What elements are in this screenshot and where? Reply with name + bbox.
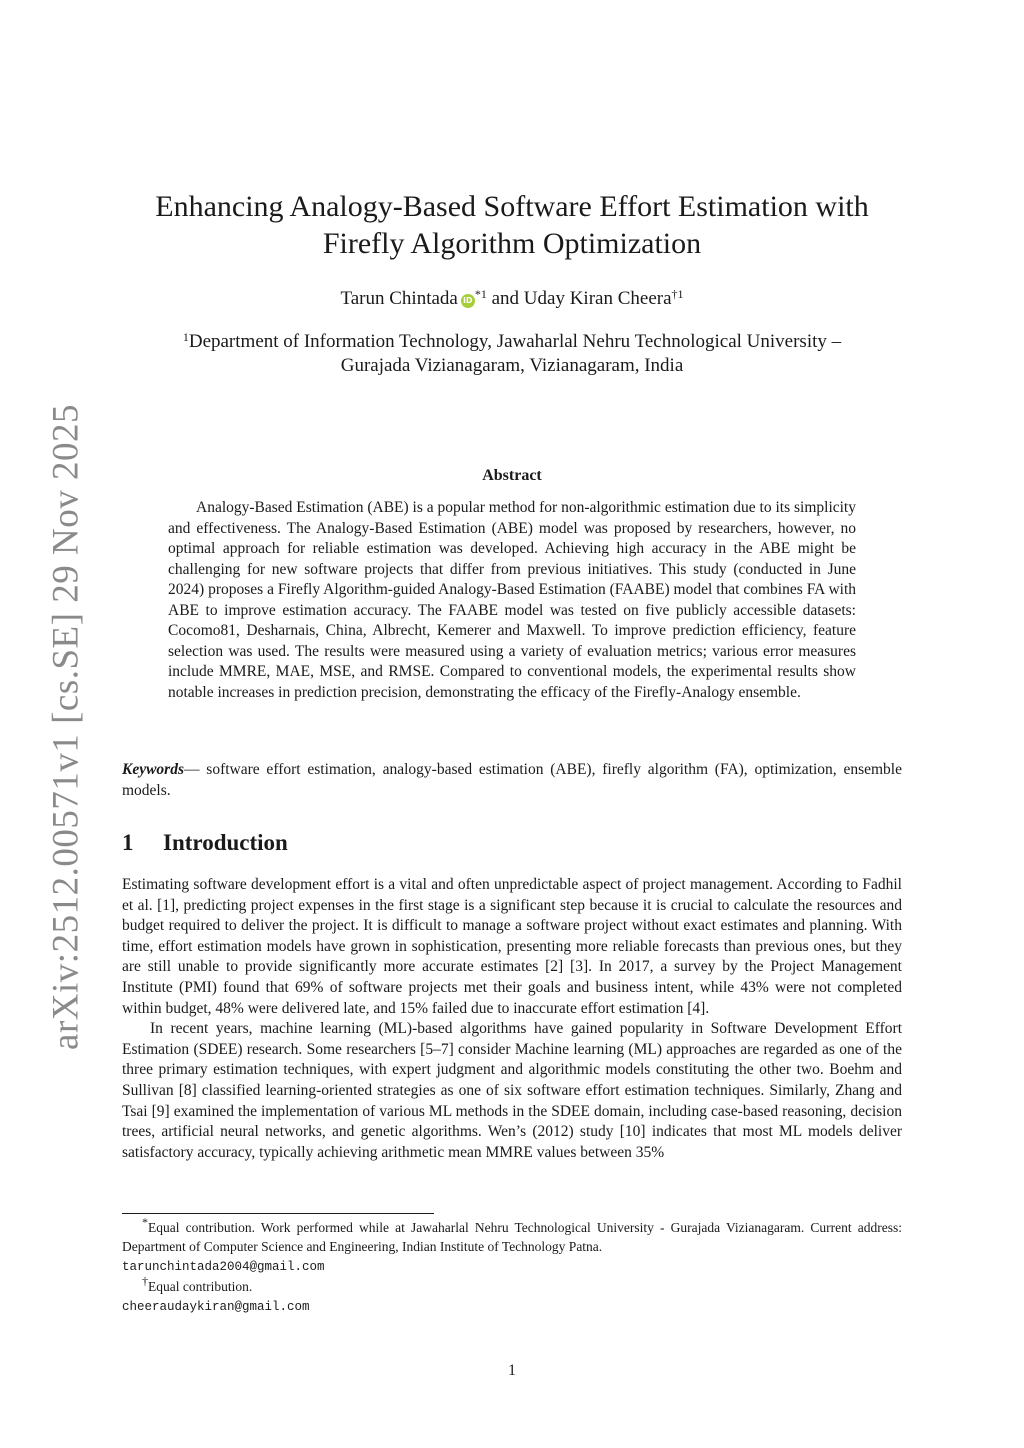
affiliation-line-2: Gurajada Vizianagaram, Vizianagaram, India <box>340 355 684 376</box>
paper-title <box>122 188 902 262</box>
author-2-marks: †1 <box>671 287 684 301</box>
footnote-2-email[interactable]: cheeraudaykiran@gmail.com <box>122 1300 310 1314</box>
page-number: 1 <box>508 1362 516 1379</box>
author-2-name: Uday Kiran Cheera <box>523 288 672 309</box>
author-conjunction: and <box>491 288 520 309</box>
abstract-text: Analogy-Based Estimation (ABE) is a popular method for non-algorithmic estimation due to its simplicity and effectiveness. The Analogy-Based Estimation (ABE) model was proposed by researchers, however, no optimal approach for reliable estimation was developed. Achieving high accuracy in the ABE might be challenging for new software projects that differ from previous initiatives. This study (conducted in June 2024) proposes a Firefly Algorithm-guided Analogy-Based Estimation (FAABE) model that combines FA with ABE to improve estimation accuracy. The FAABE model was tested on five publicly accessible datasets: Cocomo81, Desharnais, China, Albrecht, Kemerer and Maxwell. To improve prediction efficiency, feature selection was used. The results were measured using a variety of evaluation metrics; various error measures include MMRE, MAE, MSE, and RMSE. Compared to conventional models, the experimental results show notable increases in prediction precision, demonstrating the efficacy of the Firefly-Analogy ensemble. <box>168 499 856 701</box>
section-title: Introduction <box>163 830 288 855</box>
abstract-heading: Abstract <box>482 467 542 484</box>
keywords-text: software effort estimation, analogy-based estimation (ABE), firefly algorithm (FA), optimization, ensemble models. <box>122 761 902 799</box>
title-line-2: Firefly Algorithm Optimization <box>322 227 702 260</box>
arxiv-identifier-stamp: arXiv:2512.00571v1 [cs.SE] 29 Nov 2025 <box>45 404 87 1050</box>
body-paragraph-1: Estimating software development effort is a vital and often unpredictable aspect of project management. According to Fadhil et al. [1], predicting project expenses in the first stage is a significant step because it is crucial to calculate the resources and budget required to deliver the project. It is difficult to manage a software project without exact estimates and planning. With time, effort estimation models have grown in sophistication, presenting more reliable forecasts than previous ones, but they are still unable to provide significantly more accurate estimates [2] [3]. In 2017, a survey by the Project Management Institute (PMI) found that 69% of software projects met their goals and business intent, while 43% were not completed within budget, 48% were delivered late, and 15% failed due to inaccurate effort estimation [4]. <box>122 876 902 1017</box>
footnote-1-text: Equal contribution. Work performed while at Jawaharlal Nehru Technological University - Gurajada Vizianagaram. Current address: Department of Computer Science and Engineering, Indian Institute of Technology Patna. <box>122 1220 902 1254</box>
author-1-marks: *1 <box>474 287 487 301</box>
footnote-2-mark: † <box>142 1274 148 1288</box>
footnotes <box>122 1215 902 1317</box>
introduction-body <box>122 875 902 1163</box>
keywords-label: Keywords <box>122 761 184 778</box>
footnote-1 <box>122 1215 902 1256</box>
footnote-2-email-line <box>122 1296 902 1317</box>
keywords-dash: — <box>184 761 200 778</box>
affiliation-line-1: Department of Information Technology, Jawaharlal Nehru Technological University – <box>188 331 842 352</box>
body-paragraph-2: In recent years, machine learning (ML)-based algorithms have gained popularity in Software Development Effort Estimation (SDEE) research. Some researchers [5–7] consider Machine learning (ML) approaches are regarded as one of the three primary estimation techniques, with expert judgment and algorithmic models constituting the other two. Boehm and Sullivan [8] classified learning-oriented strategies as one of six software effort estimation techniques. Similarly, Zhang and Tsai [9] examined the implementation of various ML methods in the SDEE domain, including case-based reasoning, decision trees, artificial neural networks, and genetic algorithms. Wen’s (2012) study [10] indicates that most ML models deliver satisfactory accuracy, typically achieving arithmetic mean MMRE values between 35% <box>122 1020 902 1161</box>
affiliation <box>122 330 902 378</box>
footnote-2 <box>122 1274 902 1296</box>
section-heading-introduction <box>122 830 288 856</box>
author-1-name: Tarun Chintada <box>340 288 458 309</box>
footnote-1-mark: * <box>142 1215 148 1229</box>
title-line-1: Enhancing Analogy-Based Software Effort Estimation with <box>155 190 869 223</box>
footnote-2-text: Equal contribution. <box>148 1279 253 1294</box>
orcid-icon[interactable]: iD <box>461 294 475 308</box>
footnote-divider <box>122 1213 434 1214</box>
footnote-1-email-line <box>122 1256 902 1277</box>
author-list <box>122 287 902 311</box>
section-number: 1 <box>122 830 134 855</box>
footnote-1-email[interactable]: tarunchintada2004@gmail.com <box>122 1260 325 1274</box>
keywords-block <box>122 760 902 801</box>
affiliation-mark: 1 <box>182 330 189 344</box>
